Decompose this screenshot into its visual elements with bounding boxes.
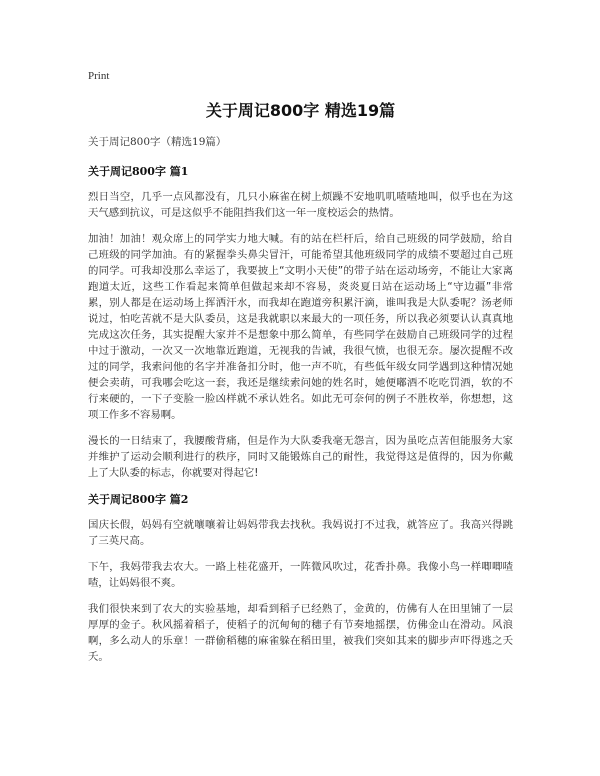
document-subtitle: 关于周记800字（精选19篇） — [88, 136, 227, 148]
paragraph: 下午，我妈带我去农大。一路上桂花盛开，一阵微风吹过，花香扑鼻。我像小鸟一样唧唧喳喳，让妈妈很不爽。 — [88, 561, 513, 589]
paragraph: 烈日当空，几乎一点风都没有，几只小麻雀在树上烦躁不安地叽叽喳喳地叫，似乎也在为这天气感到抗议，可是这似乎不能阻挡我们这一年一度校运会的热情。 — [88, 191, 513, 219]
paragraph: 我们很快来到了农大的实验基地，却看到稻子已经熟了，金黄的，仿佛有人在田里铺了一层厚厚的金子。秋风摇着稻子，使稻子的沉甸甸的穗子有节奏地摇摆，仿佛金山在滑动。风浪啊，多么动人的乐章！一群偷稻穗的麻雀躲在稻田里，被我们突如其来的脚步声吓得逃之夭夭。 — [88, 603, 513, 663]
section-heading: 关于周记800字 篇1 — [88, 165, 189, 178]
paragraph: 漫长的一日结束了，我腰酸背痛，但是作为大队委我毫无怨言，因为虽吃点苦但能服务大家并维护了运动会顺利进行的秩序，同时又能锻炼自己的耐性，我觉得这是值得的，因为你戴上了大队委的标志，你就要对得起它! — [88, 435, 513, 479]
section-2 — [88, 491, 513, 665]
section-heading: 关于周记800字 篇2 — [88, 493, 189, 506]
section-1 — [88, 163, 513, 481]
document-page — [88, 70, 513, 675]
page-title: 关于周记800字 精选19篇 — [205, 101, 396, 120]
paragraph: 加油！加油！观众席上的同学实力地大喊。有的站在栏杆后，给自己班级的同学鼓励，给自己班级的同学加油。有的紧握拳头鼻尖冒汗，可能希望其他班级同学的成绩不要超过自己班的同学。可我却没那么幸运了，我要披上“文明小天使”的带子站在运动场旁，不能让大家离跑道太近，这些工作看起来简单但做起来却不容易，炎炎夏日站在运动场上“守边疆”非常累，别人都是在运动场上挥洒汗水，而我却在跑道旁积累汗滴，谁叫我是大队委呢？汤老师说过，怕吃苦就不是大队委员，这是我就职以来最大的一项任务，所以我必须要认认真真地完成这次任务，其实提醒大家并不是想象中那么简单，有些同学在鼓励自己班级同学的过程中过于激动，一次又一次地靠近跑道，无视我的告诫，我很气愤，也很无奈。屡次提醒不改过的同学，我索问他的名字并准备扣分时，他一声不吭，有些低年级女同学遇到这种情况她便会卖萌，可我哪会吃这一套，我还是继续索问她的姓名时，她便嘟酒不吃吃罚酒，软的不行来硬的，一下子变脸一脸凶样就不承认姓名。如此无可奈何的例子不胜枚举，你想想，这项工作多不容易啊。 — [88, 233, 513, 421]
print-link[interactable]: Print — [88, 70, 110, 82]
paragraph: 国庆长假，妈妈有空就嚷嚷着让妈妈带我去找秋。我妈说打不过我，就答应了。我高兴得跳了三英尺高。 — [88, 519, 513, 547]
